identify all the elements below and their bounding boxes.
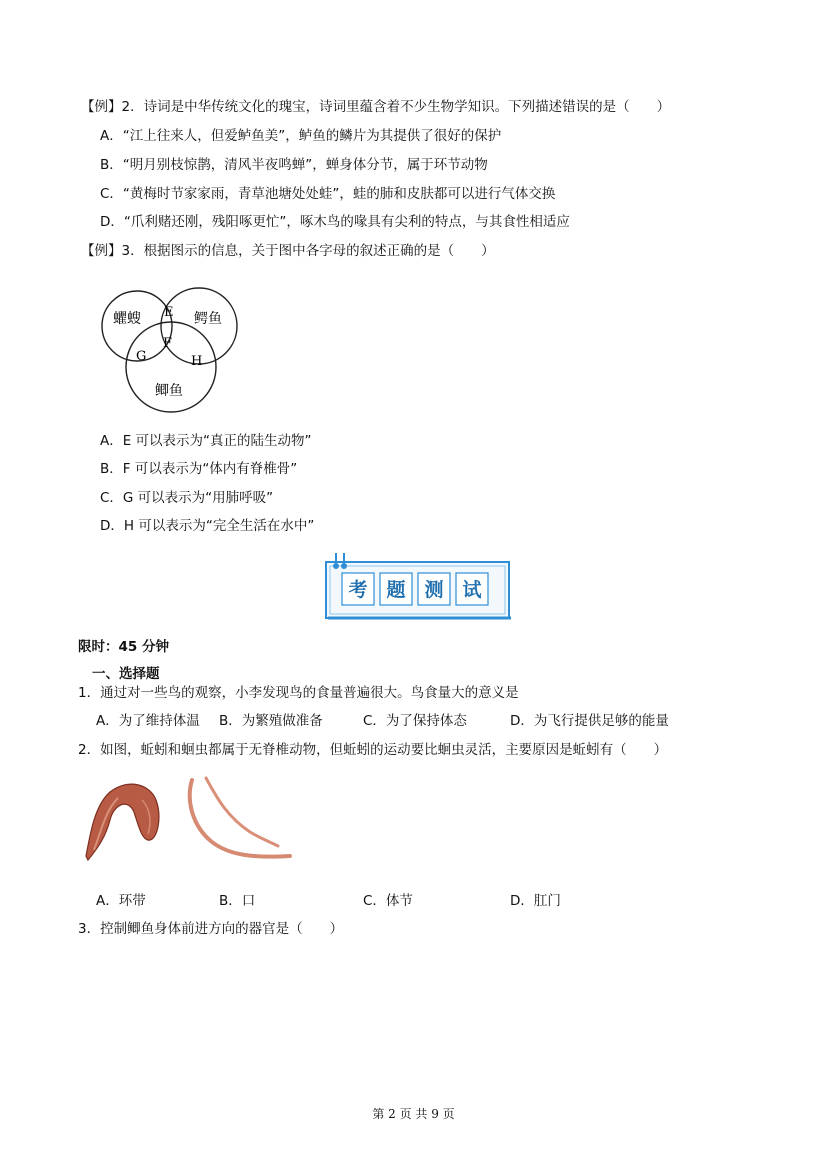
example2-option-d: D．“爪利赌还刚，残阳啄更忙”，啄木鸟的喙具有尖利的特点，与其食性相适应 [100, 214, 570, 230]
example2-option-b: B．“明月别枝惊鹊，清风半夜鸣蝉”，蝉身体分节，属于环节动物 [100, 157, 488, 173]
q2-option-d: D．肛门 [510, 893, 561, 909]
q1-option-b: B．为繁殖做准备 [219, 713, 323, 729]
venn-diagram [98, 285, 243, 413]
worm-photo [80, 776, 295, 871]
q1-option-a: A．为了维持体温 [96, 713, 200, 729]
venn-label-right: 鳄鱼 [194, 311, 222, 327]
page-footer: 第 2 页 共 9 页 [372, 1107, 455, 1121]
example2-stem: 【例】2．诗词是中华传统文化的瑰宝，诗词里蕴含着不少生物学知识。下列描述错误的是（ ） [81, 99, 671, 115]
q2-option-b: B．口 [219, 893, 256, 909]
q2-option-c: C．体节 [363, 893, 413, 909]
section-banner [324, 551, 512, 621]
q2-stem: 2．如图，蚯蚓和蛔虫都属于无脊椎动物，但蚯蚓的运动要比蛔虫灵活，主要原因是蚯蚓有（ ） [78, 742, 668, 758]
venn-letter-g: G [136, 349, 147, 364]
banner-char-3: 测 [424, 579, 444, 601]
venn-label-left: 蠷螋 [113, 311, 141, 327]
banner-pin-right-icon [341, 563, 347, 569]
earthworm-image [86, 784, 159, 860]
banner-char-2: 题 [386, 579, 406, 601]
banner-char-4: 试 [462, 579, 482, 601]
q1-stem: 1．通过对一些鸟的观察，小李发现鸟的食量普遍很大。鸟食量大的意义是 [78, 685, 519, 701]
roundworm-image-2 [206, 778, 278, 846]
time-limit: 限时：45 分钟 [78, 639, 169, 655]
example3-option-b: B．F 可以表示为“体内有脊椎骨” [100, 461, 298, 477]
example2-option-a: A．“江上往来人，但爱鲈鱼美”，鲈鱼的鳞片为其提供了很好的保护 [100, 128, 502, 144]
venn-label-bottom: 鲫鱼 [155, 383, 183, 399]
venn-letter-e: E [164, 305, 174, 320]
example3-option-a: A．E 可以表示为“真正的陆生动物” [100, 433, 312, 449]
venn-letter-h: H [191, 354, 203, 369]
q1-option-c: C．为了保持体态 [363, 713, 467, 729]
example3-option-c: C．G 可以表示为“用肺呼吸” [100, 490, 274, 506]
q3-stem: 3．控制鲫鱼身体前进方向的器官是（ ） [78, 921, 344, 937]
section-title: 一、选择题 [92, 666, 160, 682]
example2-option-c: C．“黄梅时节家家雨，青草池塘处处蛙”，蛙的肺和皮肤都可以进行气体交换 [100, 186, 556, 202]
banner-pin-left-icon [333, 563, 339, 569]
example3-stem: 【例】3．根据图示的信息，关于图中各字母的叙述正确的是（ ） [81, 243, 495, 259]
q2-option-a: A．环带 [96, 893, 146, 909]
banner-char-1: 考 [348, 579, 368, 601]
example3-option-d: D．H 可以表示为“完全生活在水中” [100, 518, 315, 534]
q1-option-d: D．为飞行提供足够的能量 [510, 713, 669, 729]
venn-letter-f: F [163, 336, 173, 351]
